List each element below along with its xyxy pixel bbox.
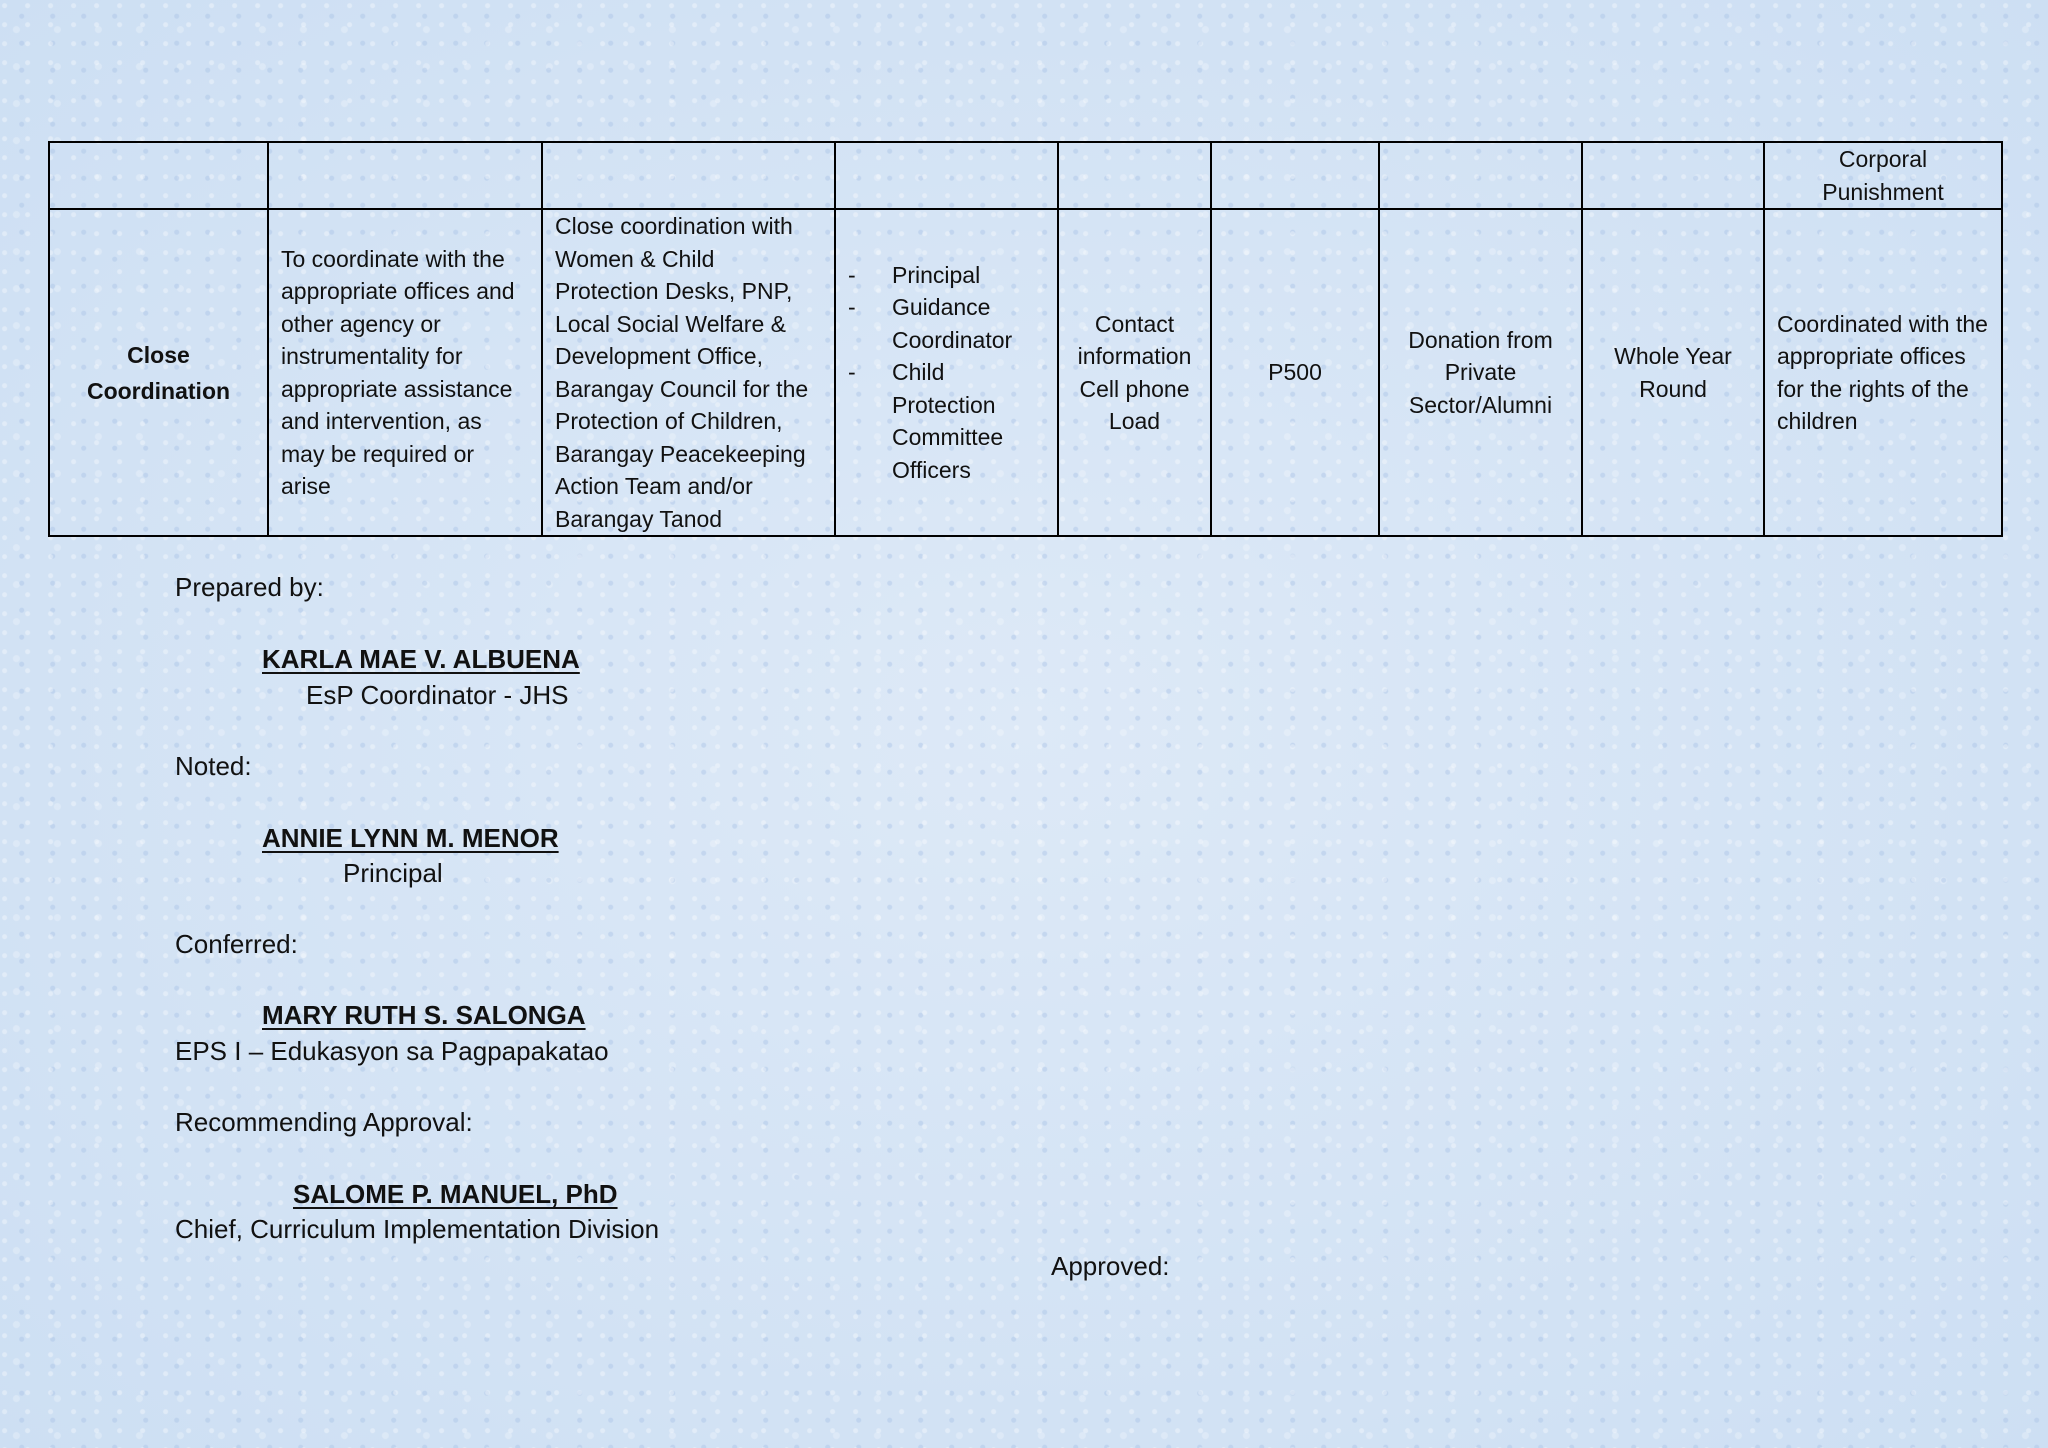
- table-cell: [268, 142, 542, 209]
- list-item: - Guidance Coordinator: [848, 291, 1045, 356]
- table-cell: [835, 142, 1058, 209]
- conferred-title: EPS I – Edukasyon sa Pagpapakatao: [175, 1036, 609, 1066]
- noted-title: Principal: [343, 858, 443, 888]
- persons-involved-cell: [835, 209, 1058, 536]
- table-cell: [1058, 142, 1211, 209]
- table-cell: [1211, 142, 1379, 209]
- recommending-approval-label: Recommending Approval:: [175, 1107, 473, 1137]
- conferred-name: MARY RUTH S. SALONGA: [262, 1000, 586, 1030]
- person-label: Guidance Coordinator: [892, 294, 1013, 353]
- list-item: - Child Protection Committee Officers: [848, 356, 1045, 486]
- recommending-approval-title: Chief, Curriculum Implementation Division: [175, 1214, 660, 1244]
- table-cell: [1582, 142, 1764, 209]
- budget-cell: P500: [1211, 209, 1379, 536]
- person-label: Child Protection Committee Officers: [892, 359, 1004, 483]
- noted-label: Noted:: [175, 751, 252, 781]
- source-of-fund-cell: Donation from Private Sector/Alumni: [1379, 209, 1582, 536]
- action-plan-table: [48, 141, 2003, 537]
- recommending-approval-name: SALOME P. MANUEL, PhD: [293, 1179, 618, 1209]
- table-row: [49, 209, 2002, 536]
- expected-outcome-cell: Coordinated with the appropriate offices for the rights of the children: [1764, 209, 2002, 536]
- table-cell: [1379, 142, 1582, 209]
- table-cell: [542, 142, 835, 209]
- resources-cell: Contact information Cell phone Load: [1058, 209, 1211, 536]
- table-cell-corporal-punishment: Corporal Punishment: [1764, 142, 2002, 209]
- list-item: - Principal: [848, 259, 1045, 292]
- prepared-by-label: Prepared by:: [175, 572, 324, 602]
- approved-label: Approved:: [1051, 1251, 1170, 1281]
- person-label: Principal: [892, 261, 981, 288]
- objective-cell: To coordinate with the appropriate offices and other agency or instrumentality for appropriate assistance and intervention, as may be required or arise: [268, 209, 542, 536]
- table-row: [49, 142, 2002, 209]
- persons-list: [848, 259, 1045, 487]
- activity-cell: Close Coordination: [49, 209, 268, 536]
- strategy-cell: Close coordination with Women & Child Protection Desks, PNP, Local Social Welfare & Development Office, Barangay Council for the Protection of Children, Barangay Peacekeeping Action Team and/or Barangay Tanod: [542, 209, 835, 536]
- prepared-by-name: KARLA MAE V. ALBUENA: [262, 644, 580, 674]
- conferred-label: Conferred:: [175, 929, 298, 959]
- prepared-by-title: EsP Coordinator - JHS: [306, 680, 569, 710]
- noted-name: ANNIE LYNN M. MENOR: [262, 823, 559, 853]
- time-frame-cell: Whole Year Round: [1582, 209, 1764, 536]
- table-cell: [49, 142, 268, 209]
